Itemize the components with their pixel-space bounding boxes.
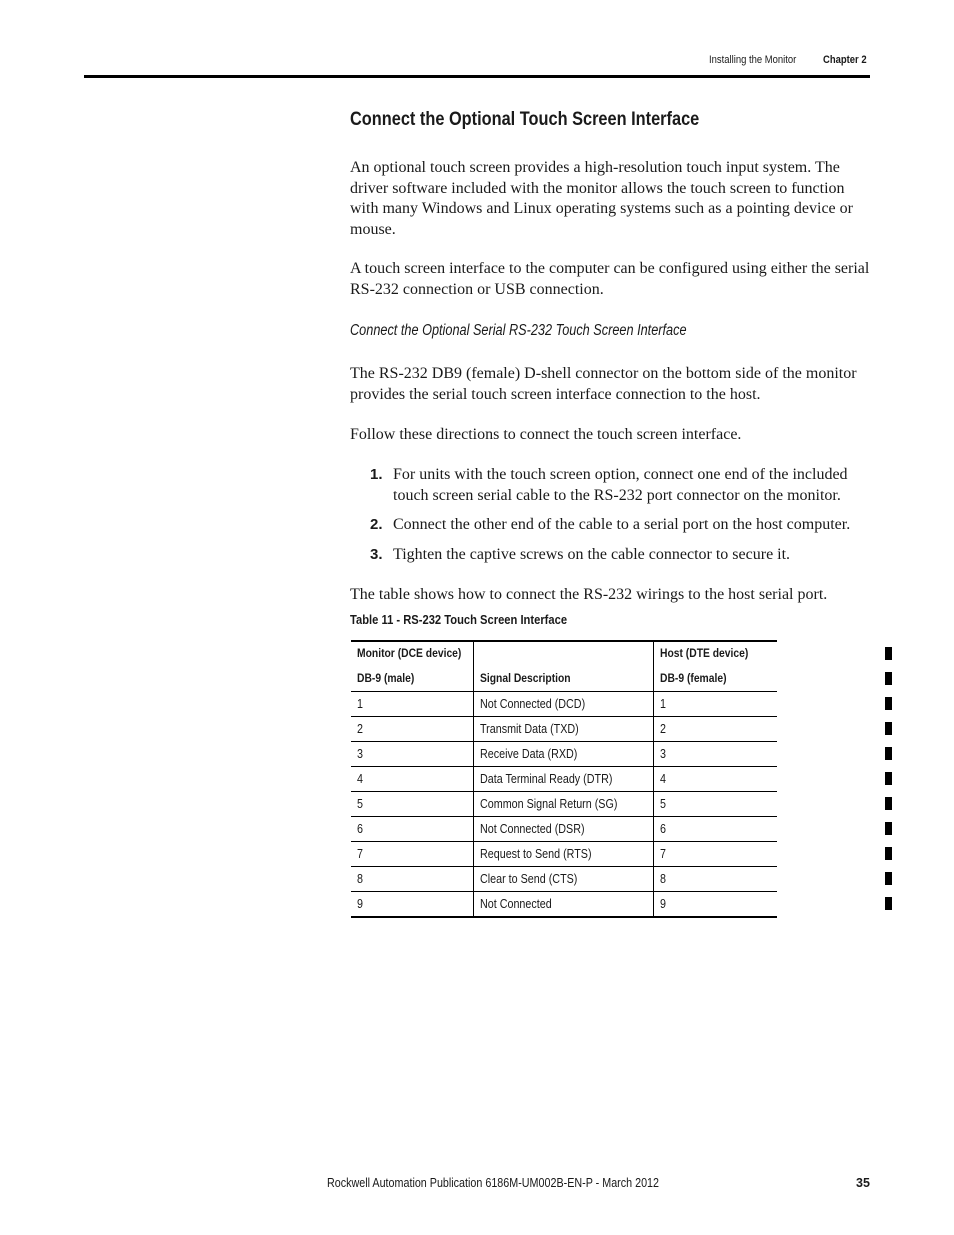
table-intro-paragraph: The table shows how to connect the RS-232 wirings to the host serial port. — [350, 586, 828, 603]
table-cell — [654, 842, 777, 866]
table-cell — [654, 717, 777, 741]
cell-text: 2 — [357, 722, 363, 736]
table-row — [351, 767, 777, 792]
cell-text: Transmit Data (TXD) — [480, 722, 579, 736]
cell-text: 5 — [660, 797, 666, 811]
table-cell — [351, 792, 474, 816]
cell-text: Not Connected (DCD) — [480, 697, 586, 711]
table-cell — [351, 842, 474, 866]
page-number: 35 — [856, 1176, 870, 1190]
cell-text: 3 — [660, 747, 666, 761]
table-cell — [351, 767, 474, 791]
table-header-row — [351, 642, 777, 692]
change-bar — [885, 822, 892, 835]
change-bar — [885, 847, 892, 860]
table-cell — [654, 792, 777, 816]
table-row — [351, 817, 777, 842]
table-row — [351, 867, 777, 892]
config-paragraph: A touch screen interface to the computer can be configured using either the serial RS-232 connection or USB connection. — [350, 260, 870, 298]
subsection-heading: Connect the Optional Serial RS-232 Touch Screen Interface — [350, 322, 687, 339]
step-text: Tighten the captive screws on the cable connector to secure it. — [393, 546, 791, 563]
step-number: 1. — [370, 466, 383, 483]
table-cell — [474, 742, 654, 766]
table-cell — [474, 867, 654, 891]
table-cell — [474, 842, 654, 866]
change-bar — [885, 897, 892, 910]
cell-text: 6 — [357, 822, 363, 836]
step-number: 3. — [370, 546, 383, 563]
table-row — [351, 792, 777, 817]
connector-paragraph: The RS-232 DB9 (female) D-shell connector on the bottom side of the monitor provides the serial touch screen interface connection to the host. — [350, 365, 857, 403]
cell-text: 4 — [357, 772, 363, 786]
table-cell — [474, 767, 654, 791]
header-label: DB-9 (male) — [357, 671, 415, 685]
cell-text: 1 — [357, 697, 363, 711]
list-item — [350, 545, 870, 566]
table-cell — [654, 892, 777, 916]
running-header-section: Installing the Monitor — [709, 54, 797, 66]
cell-text: 8 — [357, 872, 363, 886]
table-cell — [351, 742, 474, 766]
table-cell — [654, 742, 777, 766]
step-number: 2. — [370, 516, 383, 533]
cell-text: 9 — [357, 897, 363, 911]
step-text: Connect the other end of the cable to a serial port on the host computer. — [393, 516, 851, 533]
header-rule — [84, 75, 870, 78]
table-cell — [654, 867, 777, 891]
table-cell — [474, 817, 654, 841]
header-cell-monitor — [351, 642, 474, 691]
table-cell — [654, 817, 777, 841]
header-label: Host (DTE device) — [660, 646, 749, 660]
header-cell-host — [654, 642, 777, 691]
cell-text: 1 — [660, 697, 666, 711]
cell-text: Receive Data (RXD) — [480, 747, 578, 761]
list-item — [350, 465, 870, 506]
cell-text: 8 — [660, 872, 666, 886]
change-bar — [885, 722, 892, 735]
cell-text: 7 — [357, 847, 363, 861]
change-bar — [885, 797, 892, 810]
table-row — [351, 842, 777, 867]
table-row — [351, 717, 777, 742]
footer-publication: Rockwell Automation Publication 6186M-UM002B-EN-P - March 2012 — [327, 1176, 660, 1190]
list-item — [350, 515, 870, 536]
change-bar — [885, 672, 892, 685]
cell-text: Clear to Send (CTS) — [480, 872, 578, 886]
cell-text: 6 — [660, 822, 666, 836]
table-cell — [474, 892, 654, 916]
change-bar — [885, 772, 892, 785]
intro-paragraph: An optional touch screen provides a high-resolution touch input system. The driver software included with the monitor allows the touch screen to function with many Windows and Linux operating systems such as a pointing device or mouse. — [350, 159, 853, 238]
change-bar — [885, 747, 892, 760]
header-cell-signal — [474, 642, 654, 691]
table-cell — [654, 692, 777, 716]
header-label: Monitor (DCE device) — [357, 646, 462, 660]
table-row — [351, 892, 777, 916]
cell-text: Not Connected — [480, 897, 552, 911]
rs232-table — [351, 640, 777, 918]
table-cell — [351, 692, 474, 716]
table-cell — [351, 817, 474, 841]
running-header-chapter: Chapter 2 — [823, 54, 867, 66]
table-cell — [474, 792, 654, 816]
table-row — [351, 692, 777, 717]
table-cell — [654, 767, 777, 791]
cell-text: 2 — [660, 722, 666, 736]
step-text: For units with the touch screen option, connect one end of the included touch screen serial cable to the RS-232 port connector on the monitor. — [393, 466, 848, 504]
cell-text: 9 — [660, 897, 666, 911]
cell-text: 3 — [357, 747, 363, 761]
change-bar — [885, 647, 892, 660]
table-row — [351, 742, 777, 767]
table-cell — [474, 717, 654, 741]
cell-text: Not Connected (DSR) — [480, 822, 585, 836]
table-caption: Table 11 - RS-232 Touch Screen Interface — [350, 612, 568, 627]
cell-text: Common Signal Return (SG) — [480, 797, 618, 811]
header-label: Signal Description — [480, 671, 571, 685]
cell-text: Request to Send (RTS) — [480, 847, 592, 861]
section-heading: Connect the Optional Touch Screen Interface — [350, 109, 700, 130]
cell-text: 4 — [660, 772, 666, 786]
follow-paragraph: Follow these directions to connect the touch screen interface. — [350, 426, 742, 443]
table-cell — [351, 867, 474, 891]
cell-text: 5 — [357, 797, 363, 811]
change-bar — [885, 697, 892, 710]
change-bar — [885, 872, 892, 885]
cell-text: Data Terminal Ready (DTR) — [480, 772, 613, 786]
table-cell — [351, 892, 474, 916]
cell-text: 7 — [660, 847, 666, 861]
table-body — [351, 692, 777, 916]
table-cell — [351, 717, 474, 741]
header-label: DB-9 (female) — [660, 671, 727, 685]
table-cell — [474, 692, 654, 716]
